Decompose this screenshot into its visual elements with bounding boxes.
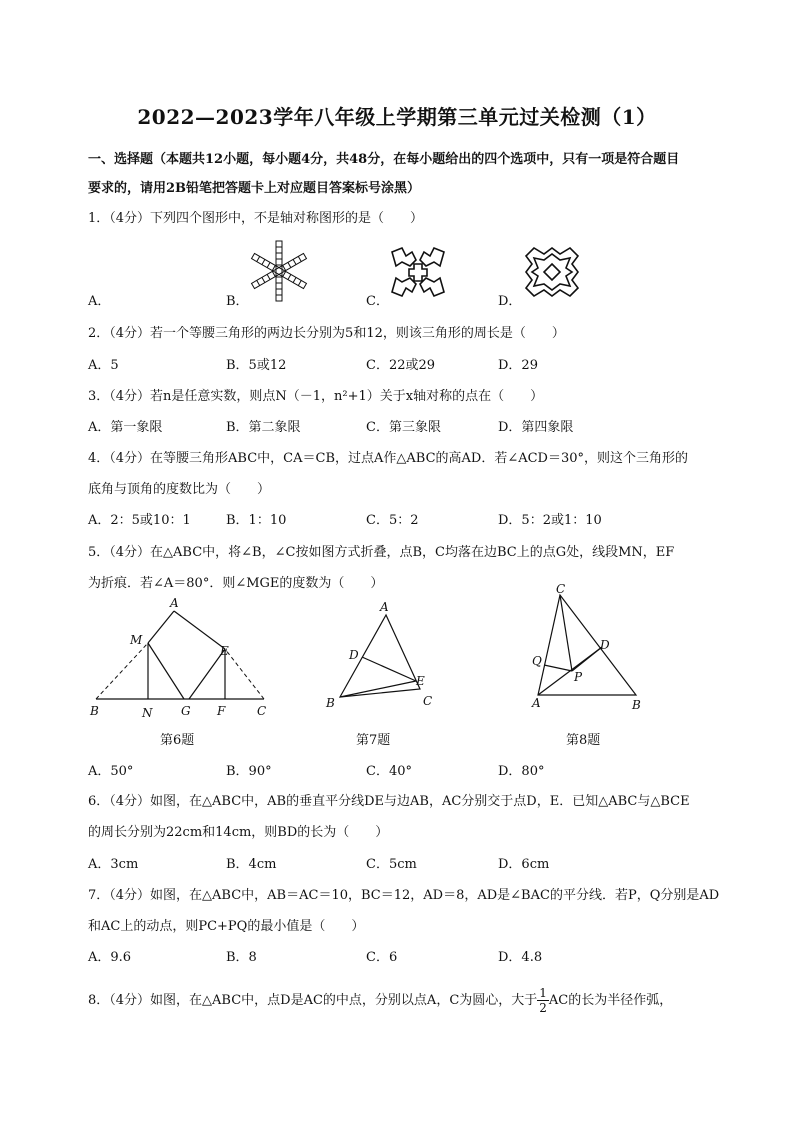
question-7-stem-line2: 和AC上的动点，则PC+PQ的最小值是（ ） bbox=[88, 919, 365, 934]
fig6-label-m: M bbox=[130, 633, 143, 647]
fig7-label-d: D bbox=[349, 648, 359, 662]
question-4-stem-line2: 底角与顶角的度数比为（ ） bbox=[88, 482, 271, 497]
fig6-label-c: C bbox=[257, 704, 267, 718]
question-6-stem-line2: 的周长分别为22cm和14cm，则BD的长为（ ） bbox=[88, 825, 389, 840]
q5-option-c: C．40° bbox=[366, 764, 412, 779]
fig6-label-a: A bbox=[170, 596, 179, 610]
q2-option-d: D．29 bbox=[498, 358, 538, 373]
q1-figure-b-asterisk bbox=[246, 238, 312, 304]
q5-option-b: B．90° bbox=[226, 764, 272, 779]
caption-figure-7: 第7题 bbox=[356, 733, 391, 748]
question-2-stem: 2．（4分）若一个等腰三角形的两边长分别为5和12，则该三角形的周长是（ ） bbox=[88, 326, 565, 341]
fig7-label-c: C bbox=[423, 694, 433, 708]
fig8-label-p: P bbox=[574, 670, 583, 684]
q1-figure-c-cross-motif bbox=[388, 246, 448, 298]
fraction-numerator: 1 bbox=[539, 986, 547, 1000]
q1-option-d: D． bbox=[498, 294, 522, 309]
q8-stem-part2: AC的长为半径作弧， bbox=[548, 993, 673, 1008]
fig7-label-b: B bbox=[326, 696, 335, 710]
q2-option-c: C．22或29 bbox=[366, 358, 436, 373]
question-4-stem-line1: 4．（4分）在等腰三角形ABC中，CA＝CB，过点A作△ABC的高AD．若∠ACD＝30°，则这个三角形的 bbox=[88, 451, 689, 466]
fig8-label-a: A bbox=[532, 696, 541, 710]
q5-option-a: A．50° bbox=[88, 764, 134, 779]
q6-option-b: B．4cm bbox=[226, 857, 277, 872]
question-6-stem-line1: 6．（4分）如图，在△ABC中，AB的垂直平分线DE与边AB，AC分别交于点D，E．已知△ABC与△BCE bbox=[88, 794, 690, 809]
q4-option-b: B．1：10 bbox=[226, 513, 287, 528]
q7-option-d: D．4.8 bbox=[498, 950, 543, 965]
q1-option-b: B． bbox=[226, 294, 249, 309]
q8-fraction-half bbox=[537, 986, 549, 1015]
figure-8-triangle-abc bbox=[524, 581, 654, 713]
fig8-label-b: B bbox=[632, 698, 641, 712]
q7-option-b: B．8 bbox=[226, 950, 257, 965]
q5-option-d: D．80° bbox=[498, 764, 545, 779]
fig7-label-e: E bbox=[416, 674, 425, 688]
q1-option-c: C． bbox=[366, 294, 389, 309]
section-header-line2: 要求的，请用2B铅笔把答题卡上对应题目答案标号涂黑） bbox=[88, 181, 421, 196]
q3-option-b: B．第二象限 bbox=[226, 420, 301, 435]
q3-option-d: D．第四象限 bbox=[498, 420, 574, 435]
section-header-line1: 一、选择题（本题共12小题，每小题4分，共48分，在每小题给出的四个选项中，只有一项是符合题目 bbox=[88, 152, 680, 167]
q4-option-a: A．2：5或10：1 bbox=[88, 513, 191, 528]
fraction-denominator: 2 bbox=[539, 1001, 547, 1015]
figure-7-triangle-abc bbox=[320, 597, 438, 713]
question-1-stem: 1．（4分）下列四个图形中，不是轴对称图形的是（ ） bbox=[88, 211, 424, 226]
q6-option-c: C．5cm bbox=[366, 857, 417, 872]
question-7-stem-line1: 7．（4分）如图，在△ABC中，AB＝AC＝10，BC＝12，AD＝8，AD是∠BAC的平分线．若P，Q分别是AD bbox=[88, 888, 720, 903]
q2-option-a: A．5 bbox=[88, 358, 119, 373]
q4-option-c: C．5：2 bbox=[366, 513, 419, 528]
fig8-label-d: D bbox=[600, 638, 610, 652]
fig8-label-q: Q bbox=[532, 654, 542, 668]
q6-option-a: A．3cm bbox=[88, 857, 139, 872]
figure-6-folded-triangle bbox=[86, 593, 276, 719]
fig7-label-a: A bbox=[380, 600, 389, 614]
fig6-label-b: B bbox=[90, 704, 99, 718]
question-3-stem: 3．（4分）若n是任意实数，则点N（－1，n²+1）关于x轴对称的点在（ ） bbox=[88, 389, 544, 404]
question-5-stem-line1: 5．（4分）在△ABC中，将∠B，∠C按如图方式折叠，点B，C均落在边BC上的点G处，线段MN，EF bbox=[88, 545, 675, 560]
q7-option-c: C．6 bbox=[366, 950, 398, 965]
page-title: 2022—2023学年八年级上学期第三单元过关检测（1） bbox=[137, 105, 657, 129]
fig6-label-e: E bbox=[220, 644, 229, 658]
q4-option-d: D．5：2或1：10 bbox=[498, 513, 602, 528]
fig6-label-n: N bbox=[142, 706, 153, 719]
q3-option-c: C．第三象限 bbox=[366, 420, 441, 435]
q6-option-d: D．6cm bbox=[498, 857, 550, 872]
q8-stem-part1: 8．（4分）如图，在△ABC中，点D是AC的中点，分别以点A，C为圆心，大于 bbox=[88, 993, 538, 1008]
q1-figure-d-square-motif bbox=[524, 246, 580, 298]
q3-option-a: A．第一象限 bbox=[88, 420, 163, 435]
fig6-label-g: G bbox=[181, 704, 191, 718]
caption-figure-8: 第8题 bbox=[566, 733, 601, 748]
fig6-label-f: F bbox=[217, 704, 226, 718]
q7-option-a: A．9.6 bbox=[88, 950, 132, 965]
question-8-stem bbox=[88, 986, 672, 1015]
fig8-label-c: C bbox=[556, 582, 566, 596]
caption-figure-6: 第6题 bbox=[160, 733, 195, 748]
q1-option-a: A． bbox=[88, 294, 111, 309]
q2-option-b: B．5或12 bbox=[226, 358, 287, 373]
question-5-stem-line2: 为折痕．若∠A＝80°．则∠MGE的度数为（ ） bbox=[88, 576, 384, 591]
